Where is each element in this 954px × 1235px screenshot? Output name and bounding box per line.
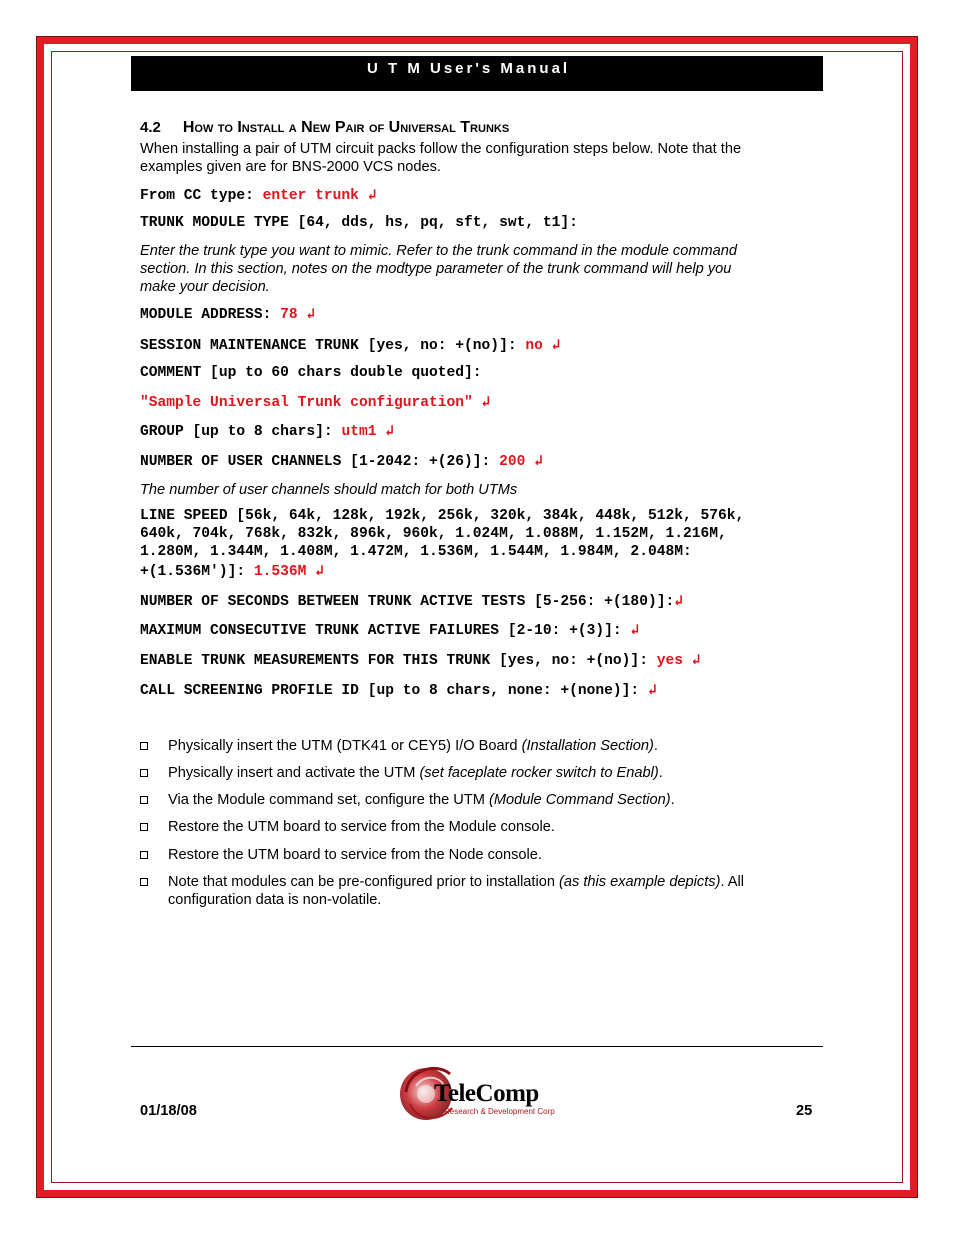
channels-value: 200 ↲: [499, 454, 543, 470]
module-address-prompt: MODULE ADDRESS:: [140, 307, 281, 323]
checkbox-bullet-icon: [140, 823, 148, 831]
measurements-line: [140, 652, 701, 670]
header-bar: [131, 56, 823, 91]
section-title: How to Install a New Pair of Universal Trunks: [182, 119, 510, 136]
measurements-prompt: ENABLE TRUNK MEASUREMENTS FOR THIS TRUNK [yes, no: +(no)]:: [140, 653, 657, 669]
page-border: [37, 37, 917, 1197]
trunk-note-line-3: make your decision.: [140, 279, 270, 295]
line-speed-line-4: [140, 563, 324, 581]
session-value: no ↲: [525, 338, 561, 354]
comment-prompt-line: COMMENT [up to 60 chars double quoted]:: [140, 365, 482, 381]
cc-input: enter trunk ↲: [262, 188, 377, 204]
intro-line-2: examples given are for BNS-2000 VCS nodes.: [140, 159, 441, 175]
session-maintenance-line: [140, 337, 560, 355]
failures-line: [140, 622, 639, 640]
trunk-note-line-1: Enter the trunk type you want to mimic. Refer to the trunk command in the module command: [140, 243, 737, 259]
screening-value: ↲: [647, 683, 657, 699]
line-speed-prompt: +(1.536M')]:: [140, 564, 254, 580]
logo-name: TeleComp: [434, 1080, 539, 1107]
logo-subtitle: Research & Development Corp: [444, 1107, 555, 1116]
seconds-line: [140, 593, 683, 611]
footer-date: 01/18/08: [140, 1103, 197, 1119]
failures-value: ↲: [630, 623, 640, 639]
channels-line: [140, 453, 543, 471]
cc-prompt: From CC type:: [140, 188, 263, 204]
seconds-prompt: NUMBER OF SECONDS BETWEEN TRUNK ACTIVE TESTS [5-256: +(180)]:: [140, 594, 675, 610]
page-number: 25: [796, 1103, 813, 1119]
module-address-line: [140, 306, 315, 324]
telecomp-logo: [396, 1052, 576, 1142]
checkbox-bullet-icon: [140, 878, 148, 886]
screening-prompt: CALL SCREENING PROFILE ID [up to 8 chars, none: +(none)]:: [140, 683, 648, 699]
cc-type-line: [140, 187, 377, 205]
line-speed-value: 1.536M ↲: [253, 564, 324, 580]
module-address-value: 78 ↲: [280, 307, 316, 323]
group-value: utm1 ↲: [341, 424, 395, 440]
line-speed-line-3: 1.280M, 1.344M, 1.408M, 1.472M, 1.536M, 1.544M, 1.984M, 2.048M:: [140, 544, 692, 560]
checkbox-bullet-icon: [140, 742, 148, 750]
intro-line-1: When installing a pair of UTM circuit packs follow the configuration steps below. Note that the: [140, 141, 742, 157]
screening-line: [140, 682, 657, 700]
session-prompt: SESSION MAINTENANCE TRUNK [yes, no: +(no)]:: [140, 338, 526, 354]
section-number: 4.2: [140, 119, 161, 136]
line-speed-line-1: LINE SPEED [56k, 64k, 128k, 192k, 256k, 320k, 384k, 448k, 512k, 576k,: [140, 508, 745, 524]
failures-prompt: MAXIMUM CONSECUTIVE TRUNK ACTIVE FAILURES [2-10: +(3)]:: [140, 623, 631, 639]
checkbox-bullet-icon: [140, 769, 148, 777]
trunk-note-line-2: section. In this section, notes on the modtype parameter of the trunk command will help you: [140, 261, 732, 277]
group-line: [140, 423, 394, 441]
checkbox-bullet-icon: [140, 796, 148, 804]
trunk-type-line: TRUNK MODULE TYPE [64, dds, hs, pq, sft, swt, t1]:: [140, 215, 578, 231]
seconds-value: ↲: [674, 594, 684, 610]
channels-prompt: NUMBER OF USER CHANNELS [1-2042: +(26)]:: [140, 454, 500, 470]
comment-value-line: "Sample Universal Trunk configuration" ↲: [140, 395, 491, 411]
header-title: U T M User's Manual: [367, 60, 571, 77]
line-speed-line-2: 640k, 704k, 768k, 832k, 896k, 960k, 1.024M, 1.088M, 1.152M, 1.216M,: [140, 526, 727, 542]
channels-note: The number of user channels should match for both UTMs: [140, 482, 518, 498]
checkbox-bullet-icon: [140, 851, 148, 859]
footer-divider: [131, 1046, 823, 1047]
section-heading: [140, 119, 509, 137]
group-prompt: GROUP [up to 8 chars]:: [140, 424, 342, 440]
measurements-value: yes ↲: [656, 653, 701, 669]
